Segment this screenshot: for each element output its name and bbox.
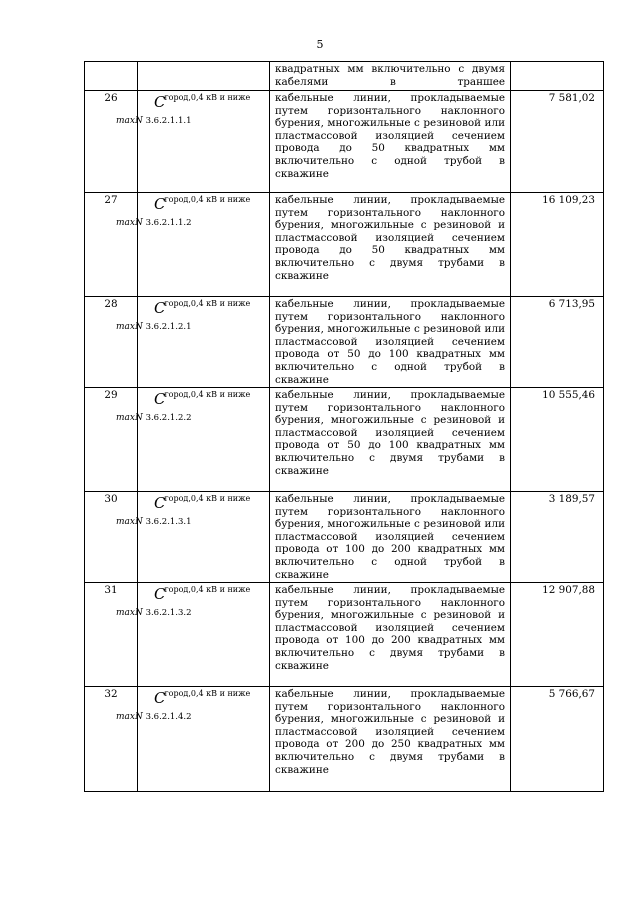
value-cell: 7 581,02 [511,91,604,193]
tariff-code [116,297,270,388]
rate-subscript: maxN 3.6.2.1.4.2 [116,711,192,722]
description-cell: кабельные линии, прокладываемые путем горизонтального наклонного бурения, многожильные с резиновой и пластмассовой изоляцией сечением провода от 100 до 200 квадратных мм включительно с двумя трубами в скважине [270,583,511,687]
page-number: 5 [316,38,324,51]
table-row [85,687,604,792]
tariff-code [116,388,270,492]
rate-symbol: C [154,93,166,111]
value-cell: 5 766,67 [511,687,604,792]
row-number: 27 [85,193,138,297]
value-cell [511,62,604,91]
tariff-table [84,61,604,792]
tariff-code [116,583,270,687]
description-cell: кабельные линии, прокладываемые путем горизонтального наклонного бурения, многожильные с резиновой и пластмассовой изоляцией сечением провода от 200 до 250 квадратных мм включительно с двумя трубами в скважине [270,687,511,792]
description-cell: кабельные линии, прокладываемые путем горизонтального наклонного бурения, многожильные с резиновой или пластмассовой изоляцией сечением провода до 50 квадратных мм включительно с одной трубой в скважине [270,91,511,193]
row-number: 30 [85,492,138,583]
row-number: 32 [85,687,138,792]
row-number: 29 [85,388,138,492]
rate-symbol: C [154,390,166,408]
rate-symbol: C [154,299,166,317]
table-row-continuation [85,62,604,91]
rate-symbol: C [154,689,166,707]
description-cell: квадратных мм включительно с двумя кабелями в траншее [270,62,511,91]
rate-superscript: город,0,4 кВ и ниже [164,299,251,308]
description-cell: кабельные линии, прокладываемые путем горизонтального наклонного бурения, многожильные с резиновой и пластмассовой изоляцией сечением провода до 50 квадратных мм включительно с двумя трубами в скважине [270,193,511,297]
table-row [85,492,604,583]
row-number: 31 [85,583,138,687]
row-number-cell [85,62,138,91]
rate-superscript: город,0,4 кВ и ниже [164,585,251,594]
table-row [85,91,604,193]
description-cell: кабельные линии, прокладываемые путем горизонтального наклонного бурения, многожильные с резиновой или пластмассовой изоляцией сечением провода от 50 до 100 квадратных мм включительно с одной трубой в скважине [270,297,511,388]
rate-symbol: C [154,585,166,603]
tariff-code [116,492,270,583]
rate-superscript: город,0,4 кВ и ниже [164,494,251,503]
description-cell: кабельные линии, прокладываемые путем горизонтального наклонного бурения, многожильные с резиновой или пластмассовой изоляцией сечением провода от 100 до 200 квадратных мм включительно с одной трубой в скважине [270,492,511,583]
tariff-code [116,91,270,193]
rate-subscript: maxN 3.6.2.1.2.1 [116,321,192,332]
tariff-code [116,687,270,792]
rate-superscript: город,0,4 кВ и ниже [164,195,251,204]
rate-symbol: C [154,494,166,512]
code-cell [138,62,270,91]
value-cell: 12 907,88 [511,583,604,687]
table-row [85,297,604,388]
value-cell: 16 109,23 [511,193,604,297]
rate-superscript: город,0,4 кВ и ниже [164,689,251,698]
row-number: 26 [85,91,138,193]
rate-superscript: город,0,4 кВ и ниже [164,390,251,399]
table-row [85,193,604,297]
table-row [85,388,604,492]
table-row [85,583,604,687]
tariff-code [116,193,270,297]
rate-subscript: maxN 3.6.2.1.3.1 [116,516,192,527]
rate-symbol: C [154,195,166,213]
row-number: 28 [85,297,138,388]
rate-subscript: maxN 3.6.2.1.1.1 [116,115,192,126]
value-cell: 3 189,57 [511,492,604,583]
value-cell: 10 555,46 [511,388,604,492]
description-cell: кабельные линии, прокладываемые путем горизонтального наклонного бурения, многожильные с резиновой и пластмассовой изоляцией сечением провода от 50 до 100 квадратных мм включительно с двумя трубами в скважине [270,388,511,492]
rate-subscript: maxN 3.6.2.1.3.2 [116,607,192,618]
value-cell: 6 713,95 [511,297,604,388]
rate-superscript: город,0,4 кВ и ниже [164,93,251,102]
rate-subscript: maxN 3.6.2.1.1.2 [116,217,192,228]
rate-subscript: maxN 3.6.2.1.2.2 [116,412,192,423]
